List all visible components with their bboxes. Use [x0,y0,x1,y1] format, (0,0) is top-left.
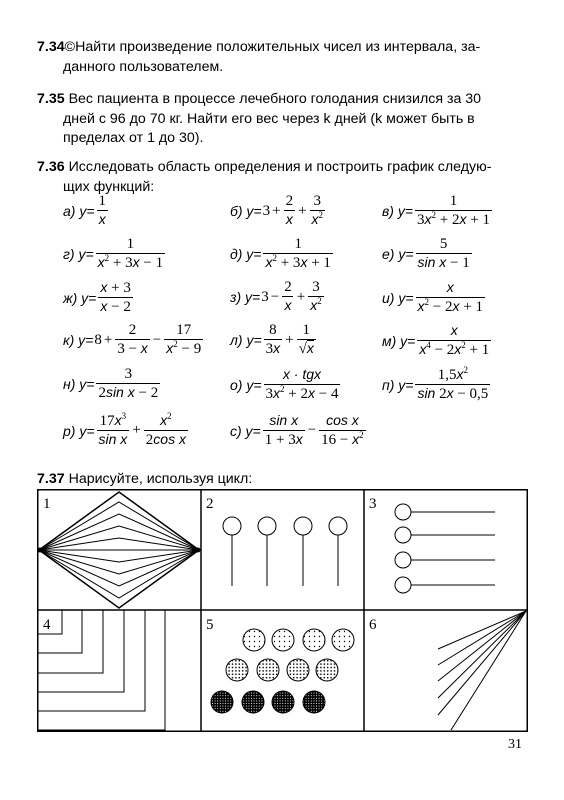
problem-text-line: Вес пациента в процессе лечебного голодания снизился за 30 [64,91,482,107]
problem-7-37 [37,470,523,490]
formula: $\frac{8}{3x}$ + $\frac{1}{√x}$ [265,322,314,357]
formula: $\frac{5}{\text{sin x − 1}}$ [417,236,470,271]
problem-text-line: Нарисуйте, используя цикл: [64,471,253,487]
cell-3-horizontal-lollipops [395,504,495,593]
problem-number: 7.35 [37,91,65,107]
formula: $\frac{1}{x}$ [98,193,107,227]
cell-2-lollipops [223,517,347,586]
page-number: 31 [508,737,522,752]
cell-5-pattern-circles [211,629,354,713]
formula: $\frac{1,5x^2}{\sin 2x - 0,5}$ [417,365,489,402]
problem-number: 7.37 [37,471,65,487]
cell-1-diamonds [38,492,200,608]
formula: $\frac{17x^3}{\text{sin x}}$ + $\frac{x^2}{\text{2cos x}}$ [98,411,186,448]
cell-number: 3 [369,496,377,512]
problem-text-line: Исследовать область определения и построить график следую- [64,159,492,175]
formula: $\frac{x + 3}{x - 2}$ [100,279,131,315]
problem-text-line: данного пользователем. [63,58,224,75]
cell-number: 2 [206,496,214,512]
cell-number: 6 [369,617,377,633]
function-d: д) y= $\frac{1}{x^2 + 3x + 1}$ [230,236,331,271]
function-l: л) y= $\frac{8}{3x}$ + $\frac{1}{√x}$ [230,322,317,358]
formula: $\frac{x}{x^2 - 2x + 1}$ [417,279,483,315]
cell-4-nested-corners [37,610,165,730]
function-m: м) y= $\frac{x}{x^4 - 2x^2 + 1}$ [382,322,490,358]
function-zh: ж) y= $\frac{x + 3}{x - 2}$ [63,279,131,315]
cell-6-ray-fan [438,611,526,730]
formula: $\frac{1}{x^2 + 3x + 1}$ [265,236,331,271]
problem-7-36 [37,158,523,197]
formula: $\frac{\text{x · tgx}}{3x^2 + 2x - 4}$ [265,366,339,402]
function-s: с) y= $\frac{\text{sin x}}{1 + 3x}$ − $\frac{\text{cos x}}{16 - x^2}$ [230,412,367,449]
function-p: п) y= $\frac{1,5x^2}{\sin 2x - 0,5}$ [382,365,489,402]
cell-number: 1 [43,496,51,512]
problem-text-line: щих функций: [63,178,155,195]
function-i: и) y= $\frac{x}{x^2 - 2x + 1}$ [382,279,483,315]
function-k: к) y= 8 + $\frac{2}{3 - x}$ − $\frac{17}{x^2 - 9}$ [63,322,204,358]
function-r: р) y= $\frac{17x^3}{\text{sin x}}$ + $\frac{x^2}{\text{2cos x}}$ [63,412,189,449]
formula: $\frac{1}{3x^2 + 2x + 1}$ [417,193,490,228]
drawing-grid [37,489,528,732]
problem-number: 7.34 [37,39,65,55]
problem-text-line: ©Найти произведение положительных чисел из интервала, за- [64,39,481,55]
function-e: е) y= $\frac{5}{\text{sin x − 1}}$ [382,236,470,271]
function-n: н) y= $\frac{3}{\text{2sin x − 2}}$ [63,366,159,401]
cell-number: 5 [206,617,214,633]
formula: 3 + $\frac{2}{x}$ + $\frac{3}{x^2}$ [262,193,324,227]
problem-7-34 [37,38,523,77]
function-a: а) y= $\frac{1}{x}$ [63,193,107,227]
formula: 8 + $\frac{2}{3 - x}$ − $\frac{17}{x^2 - 9}$ [94,322,202,357]
problem-number: 7.36 [37,159,65,175]
function-g: г) y= $\frac{1}{x^2 + 3x - 1}$ [63,236,164,271]
cell-number: 4 [43,617,51,633]
problem-text-line: дней с 96 до 70 кг. Найти его вес через k дней (k может быть в [63,110,475,127]
function-v: в) y= $\frac{1}{3x^2 + 2x + 1}$ [382,193,490,228]
function-o: о) y= $\frac{\text{x · tgx}}{3x^2 + 2x - 4}$ [230,366,339,402]
formula: 3 − $\frac{2}{x}$ + $\frac{3}{x^2}$ [261,279,322,313]
problem-7-35 [37,90,523,149]
problem-text-line: пределах от 1 до 30). [63,130,204,146]
function-z: з) y= 3 − $\frac{2}{x}$ + $\frac{3}{x^2}$ [230,279,325,315]
formula: $\frac{\text{sin x}}{1 + 3x}$ − $\frac{\text{cos x}}{16 - x^2}$ [264,412,364,448]
formula: $\frac{3}{\text{2sin x − 2}}$ [98,366,159,401]
formula: $\frac{x}{x^4 - 2x^2 + 1}$ [419,322,490,358]
function-b: б) y= 3 + $\frac{2}{x}$ + $\frac{3}{x^2}$ [230,193,326,229]
formula: $\frac{1}{x^2 + 3x - 1}$ [97,236,164,271]
